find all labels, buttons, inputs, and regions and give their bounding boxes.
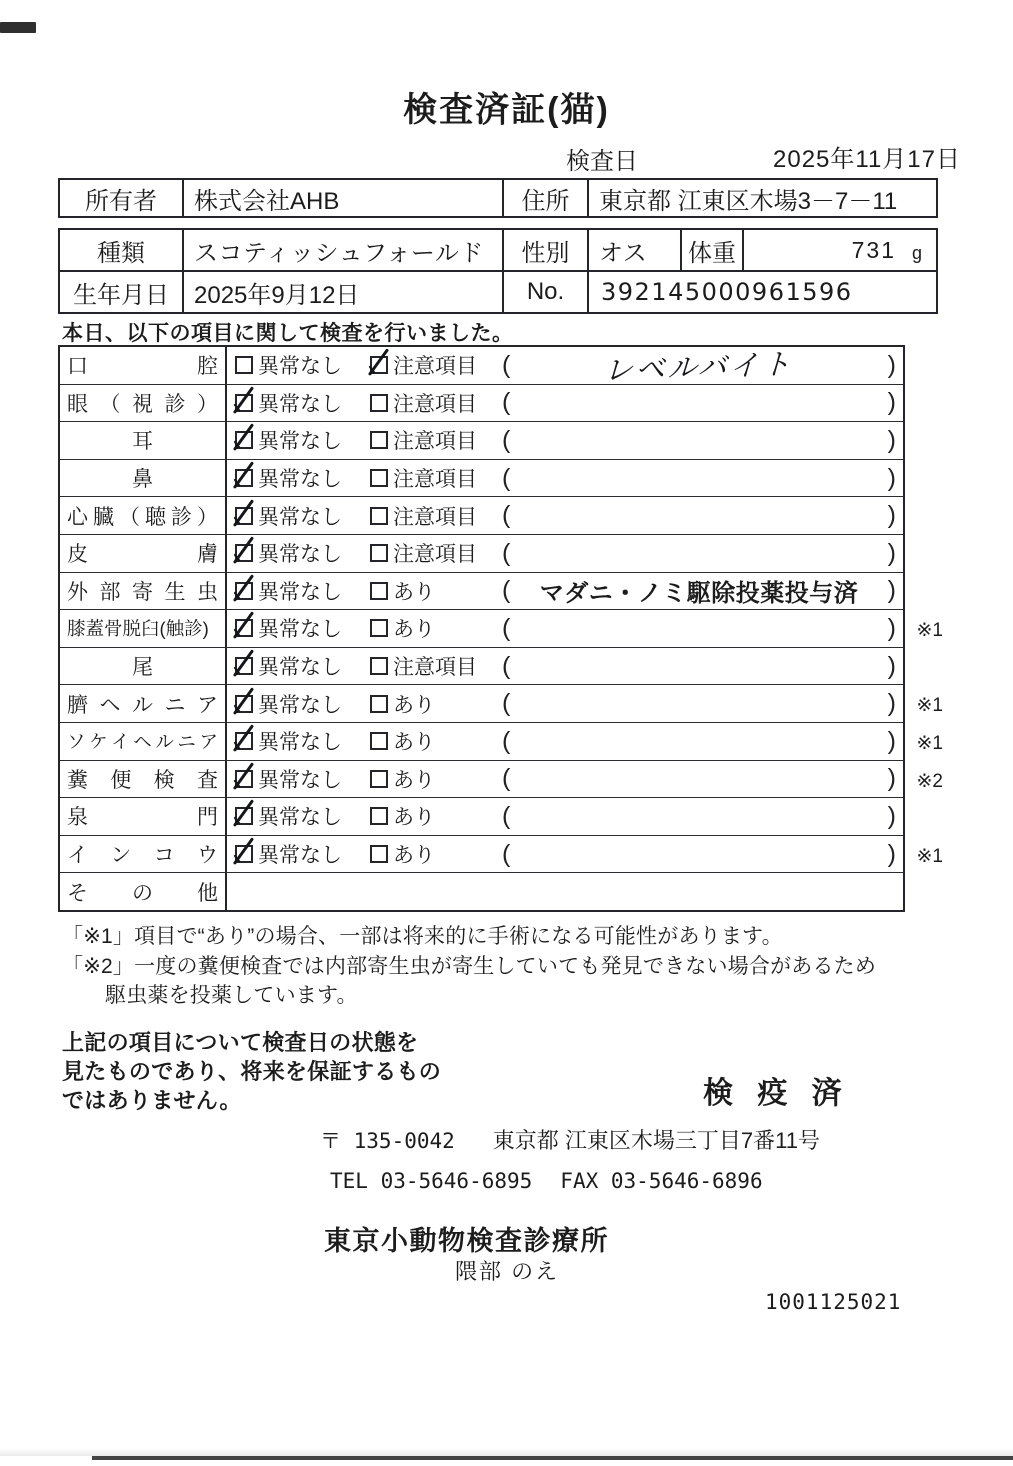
option-2 — [370, 538, 502, 568]
option-2 — [370, 350, 502, 380]
option-1-label: 異常なし — [258, 580, 342, 604]
option-1 — [235, 764, 370, 794]
checklist-row — [60, 609, 943, 647]
option-2 — [370, 613, 502, 643]
checkbox-icon — [235, 469, 253, 487]
row-note: レベルバイト — [603, 348, 795, 388]
paren-open: ( — [502, 425, 511, 454]
option-2 — [370, 501, 502, 531]
breed-value: スコティッシュフォールド — [182, 230, 502, 270]
checklist-row — [60, 684, 943, 722]
option-2-label: あり — [393, 768, 435, 792]
pet-table-row-2 — [60, 270, 936, 312]
inspection-date-label: 検査日 — [566, 148, 638, 175]
option-1-label: 異常なし — [258, 355, 342, 379]
option-2-label: 注意項目 — [393, 543, 477, 567]
row-options — [227, 460, 903, 497]
option-1-label: 異常なし — [258, 430, 342, 454]
option-2 — [370, 764, 502, 794]
disclaimer-line-3: ではありません。 — [62, 1088, 242, 1113]
owner-value: 株式会社AHB — [182, 180, 502, 216]
row-label: イ ン コ ウ — [60, 836, 227, 873]
option-1 — [235, 350, 370, 380]
weight-value: 731 — [851, 236, 896, 263]
option-1-label: 異常なし — [258, 693, 342, 717]
checklist-row — [60, 534, 903, 572]
checkbox-icon — [235, 695, 253, 713]
paren-close: ) — [887, 801, 896, 830]
paren-open: ( — [502, 576, 511, 605]
row-label: 鼻 — [60, 460, 227, 497]
checkbox-icon — [235, 619, 253, 637]
row-label: 泉 門 — [60, 798, 227, 835]
paren-close: ) — [887, 538, 896, 567]
clinic-address: 東京都 江東区木場三丁目7番11号 — [492, 1128, 820, 1153]
option-1 — [235, 689, 370, 719]
paren-close: ) — [887, 350, 896, 379]
checkbox-icon — [370, 507, 388, 525]
row-footnote-mark: ※2 — [916, 770, 943, 792]
paren-close: ) — [887, 425, 896, 454]
row-options — [227, 798, 903, 835]
checkbox-icon — [235, 845, 253, 863]
paren-open: ( — [502, 801, 511, 830]
paren-close: ) — [887, 726, 896, 755]
checklist-row — [60, 347, 903, 388]
row-options — [227, 723, 903, 760]
paren-close: ) — [887, 576, 896, 605]
breed-label: 種類 — [97, 239, 145, 267]
row-note: マダニ・ノミ駆除投薬投与済 — [539, 580, 859, 608]
option-1-label: 異常なし — [258, 656, 342, 680]
row-options — [227, 610, 903, 647]
row-label: そ の 他 — [60, 873, 227, 910]
option-2 — [370, 689, 502, 719]
footnote-2-continued: 駆虫薬を投薬しています。 — [105, 984, 358, 1007]
paren-close: ) — [887, 651, 896, 680]
option-1 — [235, 388, 370, 418]
option-2 — [370, 651, 502, 681]
row-label: 心 臓 （ 聴 診 ） — [60, 497, 227, 534]
option-1 — [235, 576, 370, 606]
option-2-label: 注意項目 — [393, 430, 477, 454]
paren-close: ) — [887, 388, 896, 417]
checkbox-icon — [370, 732, 388, 750]
owner-table — [58, 178, 938, 218]
option-1 — [235, 839, 370, 869]
checklist-row — [60, 760, 943, 798]
row-label: 眼 （ 視 診 ） — [60, 385, 227, 422]
no-label: No. — [502, 272, 587, 312]
checkbox-icon — [370, 657, 388, 675]
checkbox-icon — [235, 356, 253, 374]
inspection-date-value: 2025年11月17日 — [773, 146, 961, 173]
owner-label: 所有者 — [85, 187, 157, 215]
option-1-label: 異常なし — [258, 505, 342, 529]
option-1 — [235, 801, 370, 831]
checkbox-icon — [235, 544, 253, 562]
checklist-row — [60, 572, 903, 610]
paren-close: ) — [887, 463, 896, 492]
scan-artifact-bottom-gradient — [0, 1448, 1013, 1456]
paren-open: ( — [502, 726, 511, 755]
examiner-name: 隈部 のえ — [455, 1259, 560, 1284]
phone-line — [330, 1169, 763, 1193]
checkbox-icon — [370, 469, 388, 487]
option-2-label: 注意項目 — [393, 656, 477, 680]
paren-open: ( — [502, 388, 511, 417]
option-2-label: 注意項目 — [393, 468, 477, 492]
quarantine-stamp: 検 疫 済 — [703, 1077, 850, 1110]
option-2-label: あり — [393, 580, 435, 604]
checkbox-icon — [370, 695, 388, 713]
checkbox-icon — [370, 394, 388, 412]
row-label: 尾 — [60, 648, 227, 685]
checkbox-icon — [370, 582, 388, 600]
disclaimer-line-2: 見たものであり、将来を保証するもの — [62, 1059, 442, 1084]
row-options — [227, 347, 903, 388]
row-options — [227, 385, 903, 422]
checkbox-icon — [235, 770, 253, 788]
checklist-table — [58, 345, 943, 912]
pet-table — [58, 228, 938, 314]
paren-close: ) — [887, 839, 896, 868]
option-2-label: あり — [393, 618, 435, 642]
weight-value-cell — [742, 230, 936, 270]
option-2 — [370, 801, 502, 831]
birth-label: 生年月日 — [73, 281, 169, 309]
option-2-label: 注意項目 — [393, 355, 477, 379]
disclaimer-text — [62, 1028, 441, 1115]
checkbox-icon — [235, 657, 253, 675]
checkbox-icon — [370, 807, 388, 825]
row-footnote-mark: ※1 — [916, 845, 943, 867]
row-label: 外 部 寄 生 虫 — [60, 573, 227, 610]
checklist-row — [60, 496, 903, 534]
weight-unit: g — [911, 242, 922, 263]
paren-close: ) — [887, 613, 896, 642]
row-label: 耳 — [60, 422, 227, 459]
address-label: 住所 — [502, 180, 587, 216]
paren-open: ( — [502, 689, 511, 718]
clinic-name: 東京小動物検査診療所 — [324, 1226, 609, 1256]
postal-address-line — [320, 1124, 820, 1155]
option-1 — [235, 501, 370, 531]
option-2 — [370, 388, 502, 418]
row-label: 膝蓋骨脱臼(触診) — [60, 610, 227, 647]
checklist-row — [60, 459, 903, 497]
scan-artifact-bottom-line — [92, 1456, 1013, 1460]
paren-open: ( — [502, 538, 511, 567]
paren-close: ) — [887, 764, 896, 793]
paren-open: ( — [502, 463, 511, 492]
option-1 — [235, 538, 370, 568]
row-label: ソ ケ イ ヘ ル ニ ア — [60, 723, 227, 760]
footnote-2: 「※2」一度の糞便検査では内部寄生虫が寄生していても発見できない場合があるため — [62, 955, 877, 978]
scan-artifact-top-left — [0, 22, 36, 33]
option-2-label: 注意項目 — [393, 505, 477, 529]
checkbox-icon — [235, 582, 253, 600]
option-1 — [235, 463, 370, 493]
option-1-label: 異常なし — [258, 731, 342, 755]
checkbox-icon — [235, 431, 253, 449]
checkbox-icon — [370, 431, 388, 449]
row-options — [227, 497, 903, 534]
row-options — [227, 873, 903, 910]
checkbox-icon — [370, 619, 388, 637]
paren-open: ( — [502, 350, 511, 379]
no-value: 392145000961596 — [587, 272, 936, 312]
row-options — [227, 761, 903, 798]
option-2-label: あり — [393, 693, 435, 717]
option-2 — [370, 726, 502, 756]
checkbox-icon — [370, 356, 388, 374]
intro-text: 本日、以下の項目に関して検査を行いました。 — [62, 322, 514, 345]
row-options — [227, 836, 903, 873]
tel-number: TEL 03-5646-6895 — [330, 1169, 533, 1193]
option-1-label: 異常なし — [258, 543, 342, 567]
checkbox-icon — [235, 732, 253, 750]
checklist-row — [60, 722, 943, 760]
checklist-row — [60, 421, 903, 459]
checkbox-icon — [370, 770, 388, 788]
pet-table-row-1 — [60, 230, 936, 270]
option-2 — [370, 463, 502, 493]
document-code: 1001125021 — [765, 1290, 902, 1314]
option-2 — [370, 425, 502, 455]
option-1-label: 異常なし — [258, 844, 342, 868]
paren-open: ( — [502, 501, 511, 530]
checkbox-icon — [370, 544, 388, 562]
checkbox-icon — [235, 394, 253, 412]
disclaimer-line-1: 上記の項目について検査日の状態を — [62, 1030, 419, 1055]
row-options — [227, 573, 903, 610]
option-1 — [235, 425, 370, 455]
page-title: 検査済証(猫) — [403, 91, 610, 129]
fax-number: FAX 03-5646-6896 — [560, 1169, 763, 1193]
paren-close: ) — [887, 501, 896, 530]
weight-label: 体重 — [680, 230, 742, 270]
option-1-label: 異常なし — [258, 768, 342, 792]
option-2-label: 注意項目 — [393, 392, 477, 416]
postal-code: 〒 135-0042 — [320, 1129, 455, 1153]
checklist-row — [60, 384, 903, 422]
option-2 — [370, 576, 502, 606]
row-footnote-mark: ※1 — [916, 695, 943, 717]
option-2 — [370, 839, 502, 869]
checkbox-icon — [235, 507, 253, 525]
row-label: 皮 膚 — [60, 535, 227, 572]
paren-open: ( — [502, 651, 511, 680]
option-2-label: あり — [393, 731, 435, 755]
checklist-row — [60, 835, 943, 873]
row-options — [227, 422, 903, 459]
paren-open: ( — [502, 764, 511, 793]
sex-value: オス — [587, 230, 680, 270]
row-label: 臍 ヘ ル ニ ア — [60, 685, 227, 722]
row-options — [227, 685, 903, 722]
checkbox-icon — [370, 845, 388, 863]
option-1-label: 異常なし — [258, 618, 342, 642]
row-options — [227, 535, 903, 572]
row-footnote-mark: ※1 — [916, 732, 943, 754]
option-2-label: あり — [393, 844, 435, 868]
row-footnote-mark: ※1 — [916, 620, 943, 642]
option-1-label: 異常なし — [258, 468, 342, 492]
option-1 — [235, 726, 370, 756]
checkbox-icon — [235, 807, 253, 825]
footnote-1: 「※1」項目で“あり”の場合、一部は将来的に手術になる可能性があります。 — [62, 925, 783, 948]
paren-open: ( — [502, 839, 511, 868]
birth-value: 2025年9月12日 — [182, 272, 502, 312]
option-1 — [235, 613, 370, 643]
paren-open: ( — [502, 613, 511, 642]
checklist-row — [60, 647, 903, 685]
row-label: 口 腔 — [60, 347, 227, 384]
row-options — [227, 648, 903, 685]
option-1-label: 異常なし — [258, 806, 342, 830]
address-value: 東京都 江東区木場3－7－11 — [587, 180, 936, 216]
sex-label: 性別 — [502, 230, 587, 270]
option-1-label: 異常なし — [258, 392, 342, 416]
checklist-row — [60, 872, 903, 910]
row-label: 糞 便 検 査 — [60, 761, 227, 798]
paren-close: ) — [887, 689, 896, 718]
checklist-row — [60, 797, 903, 835]
option-2-label: あり — [393, 806, 435, 830]
option-1 — [235, 651, 370, 681]
